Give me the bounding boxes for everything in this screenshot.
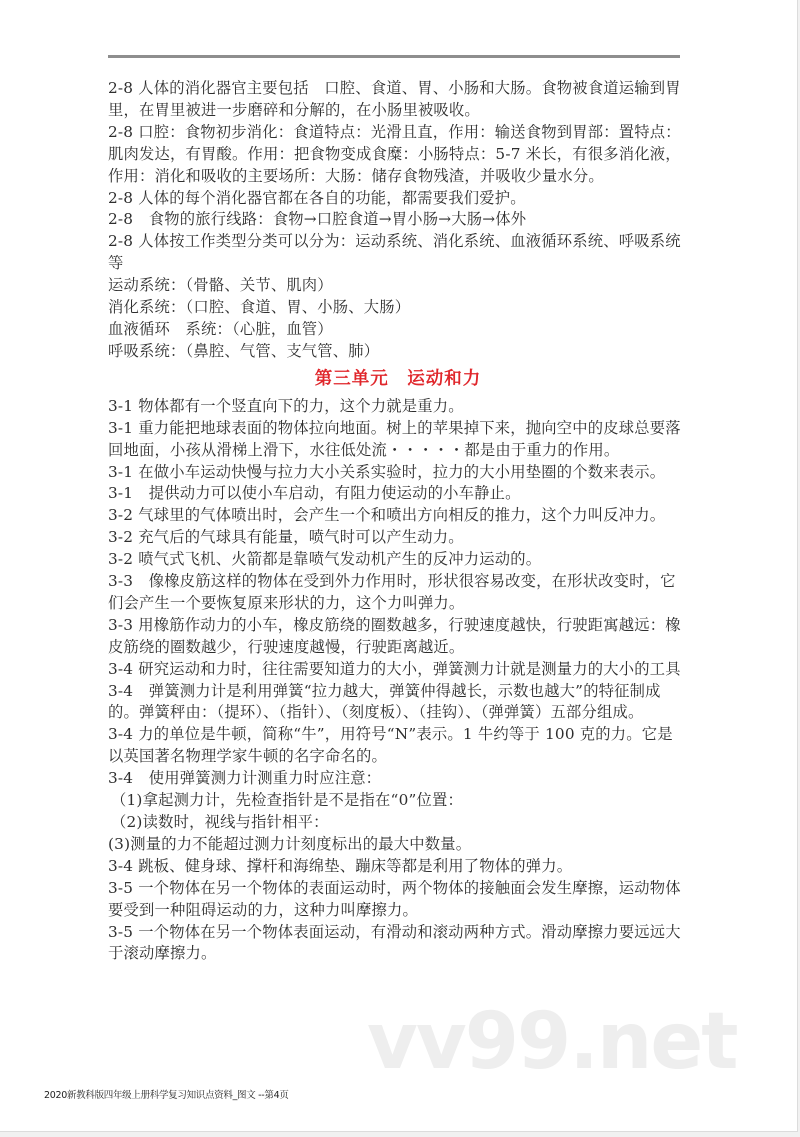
paragraph: 3-4 力的单位是牛顿，简称“牛”，用符号“N”表示。1 牛约等于 100 克的力。它是以英国著名物理学家牛顿的名字命名的。 [108, 725, 673, 766]
paragraph: 3-1 物体都有一个竖直向下的力，这个力就是重力。 [108, 396, 464, 415]
page-content [108, 78, 688, 965]
system-item: 运动系统：（骨骼、关节、肌肉） [108, 276, 333, 295]
paragraph: 3-4 研究运动和力时，往往需要知道力的大小，弹簧测力计就是测量力的大小的工具 [108, 659, 681, 678]
paragraph: 3-4 跳板、健身球、撑杆和海绵垫、蹦床等都是利用了物体的弹力。 [108, 856, 573, 875]
page-footer: 2020新教科版四年级上册科学复习知识点资料_图文 --第4页 [44, 1090, 289, 1101]
paragraph: 3-3 用橡筋作动力的小车，橡皮筋绕的圈数越多，行驶速度越快，行驶距寓越远：橡皮筋绕的圈数越少，行驶速度越慢，行驶距离越近。 [108, 615, 681, 656]
list-item: （2)读数时，视线与指针相平： [111, 813, 329, 831]
system-item: 血液循环 系统：（心脏，血管） [108, 319, 333, 338]
list-item: (3)测量的力不能超过测力计刻度标出的最大中数量。 [108, 834, 472, 853]
paragraph: 3-5 一个物体在另一个物体表面运动，有滑动和滚动两种方式。滑动摩擦力要远远大于滚动摩擦力。 [108, 922, 681, 963]
paragraph: 2-8 食物的旅行线路：食物→口腔食道→胃小肠→大肠→体外 [108, 210, 527, 229]
system-item: 消化系统：（口腔、食道、胃、小肠、大肠） [108, 298, 411, 317]
paragraph: 3-1 在做小车运动快慢与拉力大小关系实验时，拉力的大小用垫圈的个数来表示。 [108, 462, 666, 481]
paragraph: 3-4 使用弹簧测力计测重力时应注意： [108, 769, 382, 788]
section-title: 第三单元 运动和力 [314, 368, 482, 389]
header-rule [108, 55, 680, 58]
paragraph: 3-1 提供动力可以使小车启动，有阻力使运动的小车静止。 [108, 484, 521, 503]
paragraph: 2-8 口腔：食物初步消化：食道特点：光滑且直，作用：输送食物到胃部：置特点：肌肉发达，有胃酸。作用：把食物变成食糜：小肠特点：5-7 米长，有很多消化液，作用：消化和吸收的主要场所：大肠：储存食物残渣，并吸收少量水分。 [108, 122, 681, 185]
paragraph: 3-4 弹簧测力计是利用弹簧“拉力越大，弹簧仲得越长，示数也越大”的特征制成的。弹簧秤由：（提环）、（指针）、（刻度板）、（挂钩）、（弹弹簧）五部分组成。 [108, 681, 661, 722]
paragraph: 2-8 人体的消化器官主要包括 口腔、食道、胃、小肠和大肠。食物被食道运输到胃里，在胃里被进一步磨碎和分解的，在小肠里被吸收。 [108, 79, 681, 119]
paragraph: 3-1 重力能把地球表面的物体拉向地面。树上的苹果掉下来，抛向空中的皮球总要落回地面，小孩从滑梯上滑下，水往低处流・・・・・都是由于重力的作用。 [108, 418, 681, 459]
paragraph: 2-8 人体的每个消化器官都在各自的功能，都需要我们爱护。 [108, 188, 526, 207]
paragraph: 3-3 像橡皮筋这样的物体在受到外力作用时，形状很容易改变，在形状改变时，它们会产生一个要恢复原来形状的力，这个力叫弹力。 [108, 572, 676, 612]
paragraph: 2-8 人体按工作类型分类可以分为：运动系统、消化系统、血液循环系统、呼吸系统等 [108, 232, 681, 273]
paragraph: 3-2 气球里的气体喷出时，会产生一个和喷出方向相反的推力，这个力叫反冲力。 [108, 506, 666, 525]
watermark: vv99.net [367, 997, 737, 1087]
system-item: 呼吸系统：（鼻腔、气管、支气管、肺） [108, 341, 380, 360]
paragraph: 3-2 充气后的气球具有能量，喷气时可以产生动力。 [108, 528, 464, 547]
list-item: （1)拿起测力计，先检查指针是不是指在“0”位置： [111, 791, 464, 810]
paragraph: 3-2 喷气式飞机、火箭都是靠喷气发动机产生的反冲力运动的。 [108, 550, 542, 569]
paragraph: 3-5 一个物体在另一个物体的表面运动时，两个物体的接触面会发生摩擦，运动物体要受到一种阻碍运动的力，这种力叫摩擦力。 [108, 878, 681, 919]
